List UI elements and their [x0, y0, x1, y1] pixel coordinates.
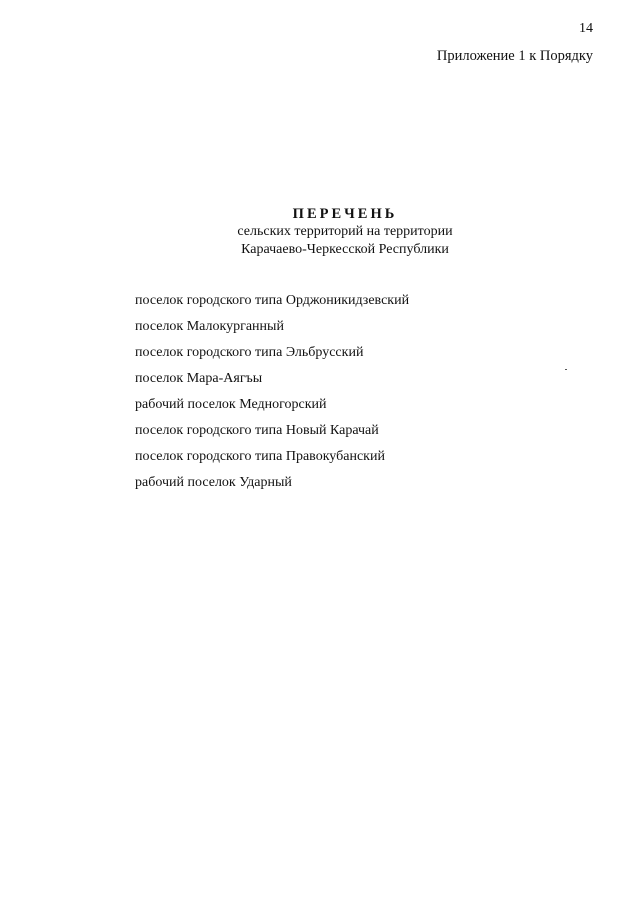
- scan-speck: [565, 369, 567, 370]
- document-title: ПЕРЕЧЕНЬ: [292, 206, 398, 222]
- list-item: поселок городского типа Правокубанский: [135, 449, 385, 464]
- list-item: поселок городского типа Орджоникидзевский: [135, 293, 410, 308]
- page-number: 14: [579, 21, 593, 36]
- list-item: рабочий поселок Ударный: [135, 475, 292, 490]
- subtitle-line-1: сельских территорий на территории: [237, 224, 453, 239]
- appendix-reference: Приложение 1 к Порядку: [436, 48, 593, 64]
- list-item: поселок Малокурганный: [135, 319, 284, 334]
- title-block: [0, 205, 640, 259]
- list-item: рабочий поселок Медногорский: [135, 397, 327, 412]
- list-item: поселок городского типа Эльбрусский: [135, 345, 364, 360]
- list-item: поселок Мара-Аягъы: [135, 371, 263, 386]
- list-item: поселок городского типа Новый Карачай: [135, 423, 379, 438]
- subtitle-line-2: Карачаево-Черкесской Республики: [241, 242, 449, 257]
- territory-list: [135, 292, 409, 500]
